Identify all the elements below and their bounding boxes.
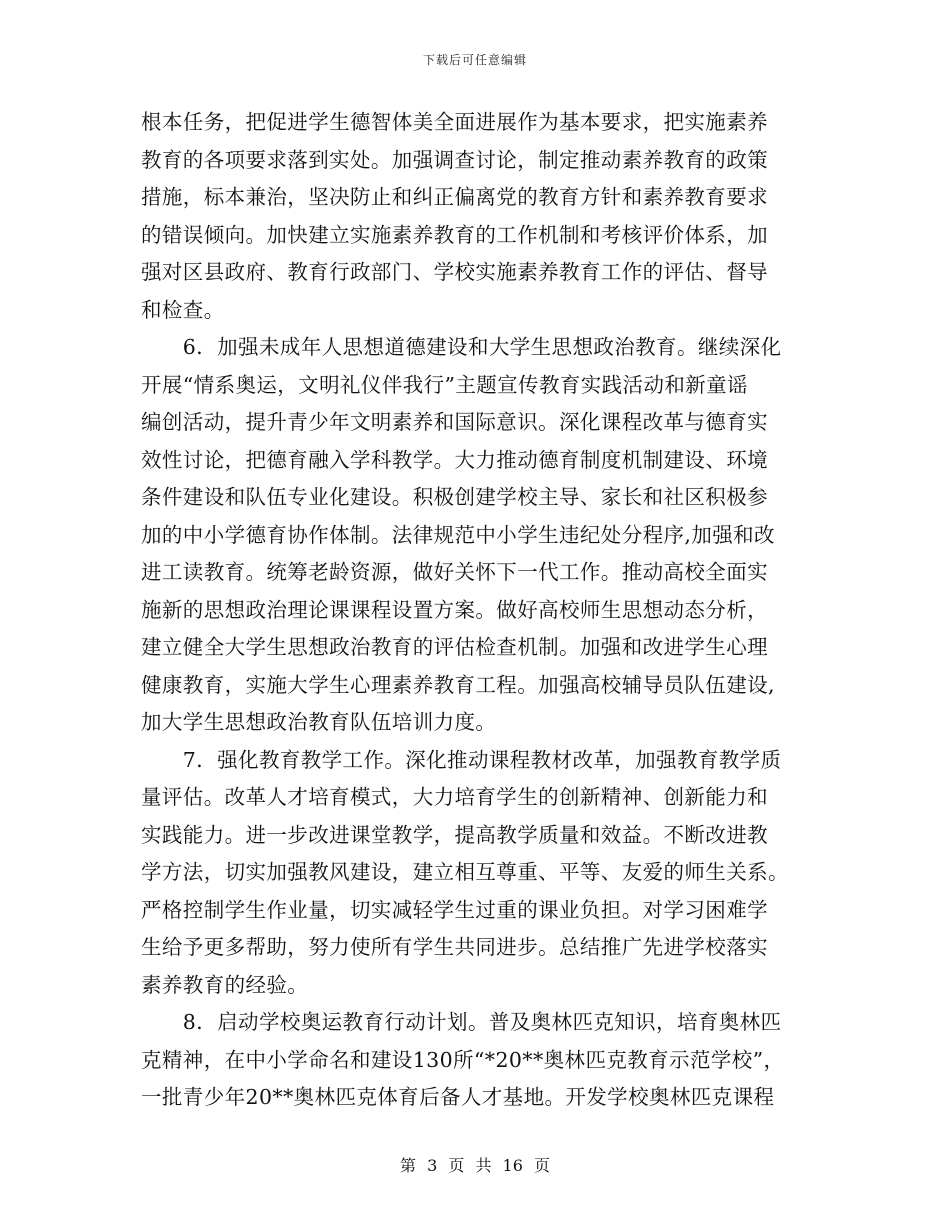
text-line: 学方法，切实加强教风建设，建立相互尊重、平等、友爱的师生关系。 — [141, 860, 789, 884]
text-line: 强对区县政府、教育行政部门、学校实施素养教育工作的评估、督导 — [141, 260, 768, 284]
page-footer: 第 3 页 共 16 页 — [400, 1156, 550, 1175]
text-line: 措施，标本兼治，坚决防止和纠正偏离党的教育方针和素养教育要求 — [141, 185, 768, 209]
text-line: 施新的思想政治理论课课程设置方案。做好高校师生思想动态分析， — [141, 597, 768, 622]
text-line: 素养教育的经验。 — [141, 972, 309, 997]
text-line: 条件建设和队伍专业化建设。积极创建学校主导、家长和社区积极参 — [141, 485, 768, 509]
text-line: 的错误倾向。加快建立实施素养教育的工作机制和考核评价体系，加 — [141, 222, 768, 247]
text-line: 一批青少年20**奥林匹克体育后备人才基地。开发学校奥林匹克课程 — [141, 1085, 775, 1109]
text-line: 教育的各项要求落到实处。加强调查讨论，制定推动素养教育的政策 — [141, 147, 768, 172]
text-line: 进工读教育。统筹老龄资源，做好关怀下一代工作。推动高校全面实 — [141, 560, 768, 584]
page-header: 下载后可任意编辑 — [422, 53, 527, 67]
text-line: 7．强化教育教学工作。深化推动课程教材改革，加强教育教学质 — [141, 747, 782, 772]
text-line: 加大学生思想政治教育队伍培训力度。 — [141, 710, 497, 734]
text-line: 健康教育，实施大学生心理素养教育工程。加强高校辅导员队伍建设, — [141, 672, 775, 697]
text-line: 6．加强未成年人思想道德建设和大学生思想政治教育。继续深化 — [141, 335, 782, 359]
text-line: 开展“情系奥运，文明礼仪伴我行”主题宣传教育实践活动和新童谣 — [141, 372, 748, 397]
text-line: 克精神，在中小学命名和建设130所“*20**奥林匹克教育示范学校”， — [141, 1047, 785, 1072]
text-line: 生给予更多帮助，努力使所有学生共同进步。总结推广先进学校落实 — [141, 935, 768, 959]
document-body — [141, 104, 806, 1117]
text-line: 根本任务，把促进学生德智体美全面进展作为基本要求，把实施素养 — [141, 110, 768, 134]
text-line: 实践能力。进一步改进课堂教学，提高教学质量和效益。不断改进教 — [141, 822, 768, 847]
text-line: 和检查。 — [141, 297, 225, 322]
text-line: 8．启动学校奥运教育行动计划。普及奥林匹克知识，培育奥林匹 — [141, 1010, 782, 1034]
text-line: 量评估。改革人才培育模式，大力培育学生的创新精神、创新能力和 — [141, 785, 768, 809]
text-line: 加的中小学德育协作体制。法律规范中小学生违纪处分程序,加强和改 — [141, 522, 775, 547]
text-line: 建立健全大学生思想政治教育的评估检查机制。加强和改进学生心理 — [141, 635, 768, 659]
text-line: 严格控制学生作业量，切实减轻学生过重的课业负担。对学习困难学 — [141, 897, 768, 922]
text-line: 效性讨论，把德育融入学科教学。大力推动德育制度机制建设、环境 — [141, 447, 768, 472]
text-line: 编创活动，提升青少年文明素养和国际意识。深化课程改革与德育实 — [141, 410, 768, 434]
